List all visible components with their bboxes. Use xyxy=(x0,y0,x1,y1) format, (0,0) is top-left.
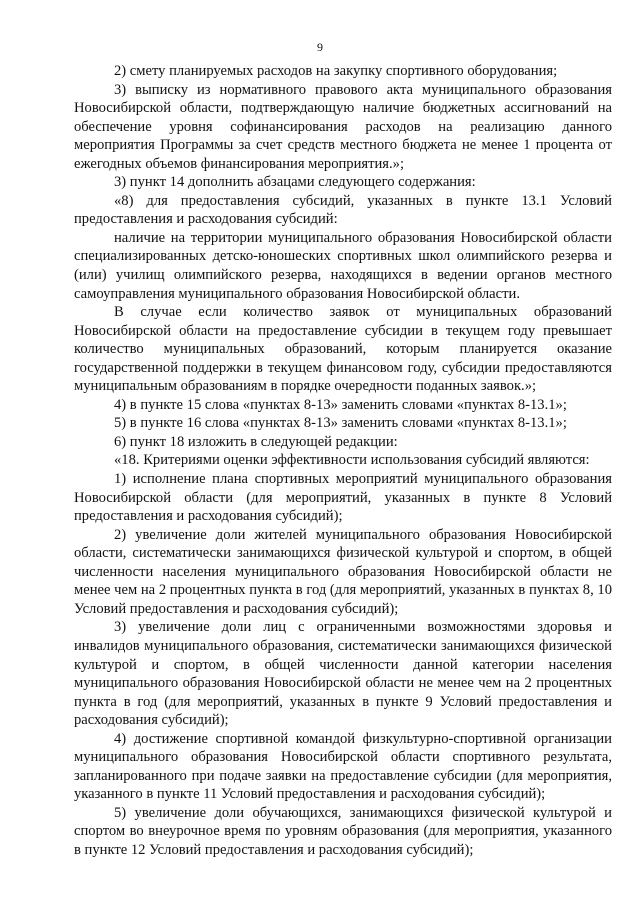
paragraph-amend-point-18: 6) пункт 18 изложить в следующей редакции: xyxy=(114,433,398,450)
paragraph-criterion-2: 2) увеличение доли жителей муниципального образования Новосибирской области, систематически занимающихся физической культурой и спортом, в общей численности населения муниципального образования Новосибирской области не менее чем на 2 процентных пункта в год (для мероприятий, указанных в пунктах 8, 10 Условий предоставления и расходования субсидий); xyxy=(74,526,612,617)
page-number: 9 xyxy=(317,40,323,54)
paragraph-amend-point-16: 5) в пункте 16 слова «пунктах 8-13» заменить словами «пунктах 8-13.1»; xyxy=(114,415,567,432)
paragraph-criteria-heading: «18. Критериями оценки эффективности использования субсидий являются: xyxy=(114,452,590,469)
paragraph-amend-point-15: 4) в пункте 15 слова «пунктах 8-13» заменить словами «пунктах 8-13.1»; xyxy=(114,396,567,413)
paragraph-olympic-schools: наличие на территории муниципального образования Новосибирской области специализированных детско-юношеских спортивных школ олимпийского резерва и (или) училищ олимпийского резерва, находящихся в ведении органов местного самоуправления муниципального образования Новосибирской области. xyxy=(74,229,612,302)
paragraph-item-3-extract: 3) выписку из нормативного правового акта муниципального образования Новосибирской области, подтверждающую наличие бюджетных ассигнований на обеспечение уровня софинансирования расходов на реализацию данного мероприятия Программы за счет средств местного бюджета не менее 1 процента от ежегодных объемов финансирования мероприятия.»; xyxy=(74,81,612,172)
paragraph-amend-point-14: 3) пункт 14 дополнить абзацами следующего содержания: xyxy=(114,174,476,191)
paragraph-criterion-5: 5) увеличение доли обучающихся, занимающихся физической культурой и спортом во внеурочное время по уровням образования (для мероприятия, указанного в пункте 12 Условий предоставления и расходования субсидий); xyxy=(74,804,612,858)
paragraph-criterion-4: 4) достижение спортивной командой физкультурно-спортивной организации муниципального образования Новосибирской области спортивного результата, запланированного при подаче заявки на предоставление субсидии (для мероприятия, указанного в пункте 11 Условий предоставления и расходования субсидий); xyxy=(74,730,612,803)
document-body xyxy=(74,62,612,860)
paragraph-criterion-1: 1) исполнение плана спортивных мероприятий муниципального образования Новосибирской области (для мероприятий, указанных в пункте 8 Условий предоставления и расходования субсидий); xyxy=(74,471,612,525)
paragraph-criterion-3: 3) увеличение доли лиц с ограниченными возможностями здоровья и инвалидов муниципального образования, систематически занимающихся физической культурой и спортом, в общей численности данной категории населения муниципального образования Новосибирской области не менее чем на 2 процентных пункта в год (для мероприятий, указанных в пункте 9 Условий предоставления и расходования субсидий); xyxy=(74,619,612,729)
paragraph-item-2-estimate: 2) смету планируемых расходов на закупку спортивного оборудования; xyxy=(114,63,558,79)
paragraph-condition-8: «8) для предоставления субсидий, указанных в пункте 13.1 Условий предоставления и расходования субсидий: xyxy=(74,192,612,228)
paragraph-applications-order: В случае если количество заявок от муниципальных образований Новосибирской области на предоставление субсидии в текущем году превышает количество муниципальных образований, которым планируется оказание государственной поддержки в текущем финансовом году, субсидии предоставляются муниципальным образованиям в порядке очередности поданных заявок.»; xyxy=(74,304,612,395)
